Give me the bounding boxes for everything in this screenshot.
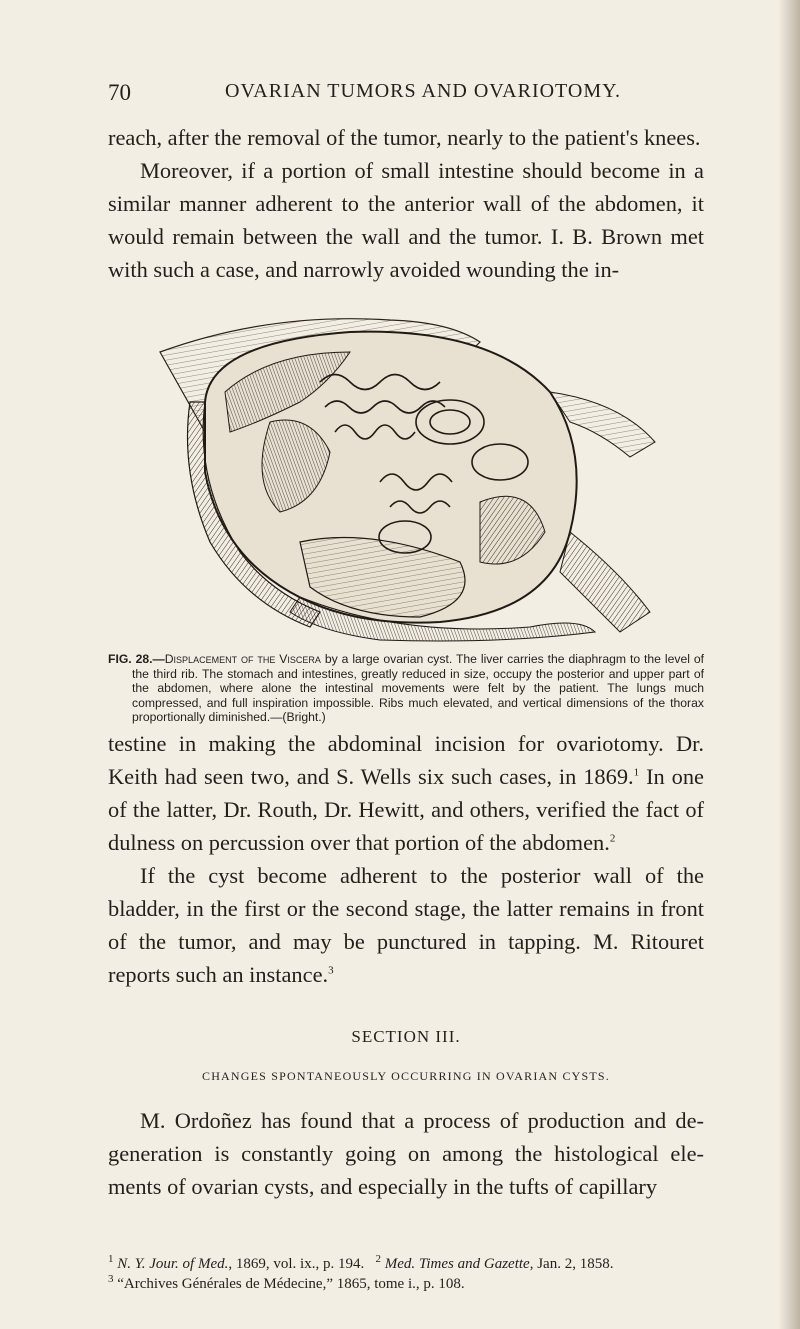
page-header (108, 80, 708, 110)
caption-text (108, 652, 704, 725)
text-block-bottom (108, 1104, 704, 1203)
footnote-ref-2: 2 (609, 832, 616, 845)
figure-title: Displacement of the Viscera (164, 652, 321, 666)
footnote-ref-1: 1 (633, 766, 640, 779)
figure-caption (108, 652, 704, 725)
footnote-line-2: $^3$ “Archives Générales de Médecine,” 1865, tome i., p. 108. (108, 1273, 465, 1292)
page-edge-shadow (778, 0, 800, 1329)
section-subheading: CHANGES SPONTANEOUSLY OCCURRING IN OVARIAN CYSTS. (201, 1069, 610, 1083)
paragraph-5: M. Ordoñez has found that a process of production and de-generation is constantly going on among the histological ele-ments of ovarian cysts, and especially in the tufts of capillary (108, 1108, 704, 1199)
figure-label: FIG. 28.— (108, 652, 165, 666)
text-block-top (108, 121, 704, 286)
paragraph-1: reach, after the removal of the tumor, nearly to the patient's knees. (108, 125, 701, 150)
footnote-line-1: $^1$ N. Y. Jour. of Med., 1869, vol. ix., p. 194. $^2$ Med. Times and Gazette, Jan. 2, 1858. (108, 1253, 614, 1272)
anatomical-engraving (150, 312, 670, 642)
footnotes (108, 1254, 708, 1294)
footnote-ref-3: 3 (328, 964, 334, 977)
paragraph-3: testine in making the abdominal incision for ovariotomy. Dr. Keith had seen two, and S. Wells six such cases, in 1869.$^1$ In one of the latter, Dr. Routh, Dr. Hewitt, and others, verified the fact of dulness on percussion over that portion of the abdomen.$^2$ (108, 731, 704, 855)
section-heading: SECTION III. (351, 1027, 461, 1046)
text-block-middle (108, 727, 704, 991)
figure-illustration (150, 312, 670, 642)
paragraph-2: Moreover, if a portion of small intestine should become in a similar manner adherent to the anterior wall of the abdomen, it would remain between the wall and the tumor. I. B. Brown met with such a case, and narrowly avoided wounding the in- (108, 158, 704, 282)
paragraph-4: If the cyst become adherent to the posterior wall of the bladder, in the first or the second stage, the latter remains in front of the tumor, and may be punctured in tapping. M. Ritouret reports such an instance.$^3$ (108, 863, 704, 987)
running-title: OVARIAN TUMORS AND OVARIOTOMY. (225, 80, 621, 102)
page-number: 70 (108, 80, 131, 105)
caption-body: by a large ovarian cyst. The liver carries the diaphragm to the level of the third rib. The stomach and intestines, greatly reduced in size, occupy the posterior and upper part of the abdomen, where alone the intestinal movements were felt by the patient. The lungs much compressed, and full inspiration impossible. Ribs much elevated, and vertical dimensions of the thorax proportionally diminished.—(Bright.) (132, 652, 705, 725)
